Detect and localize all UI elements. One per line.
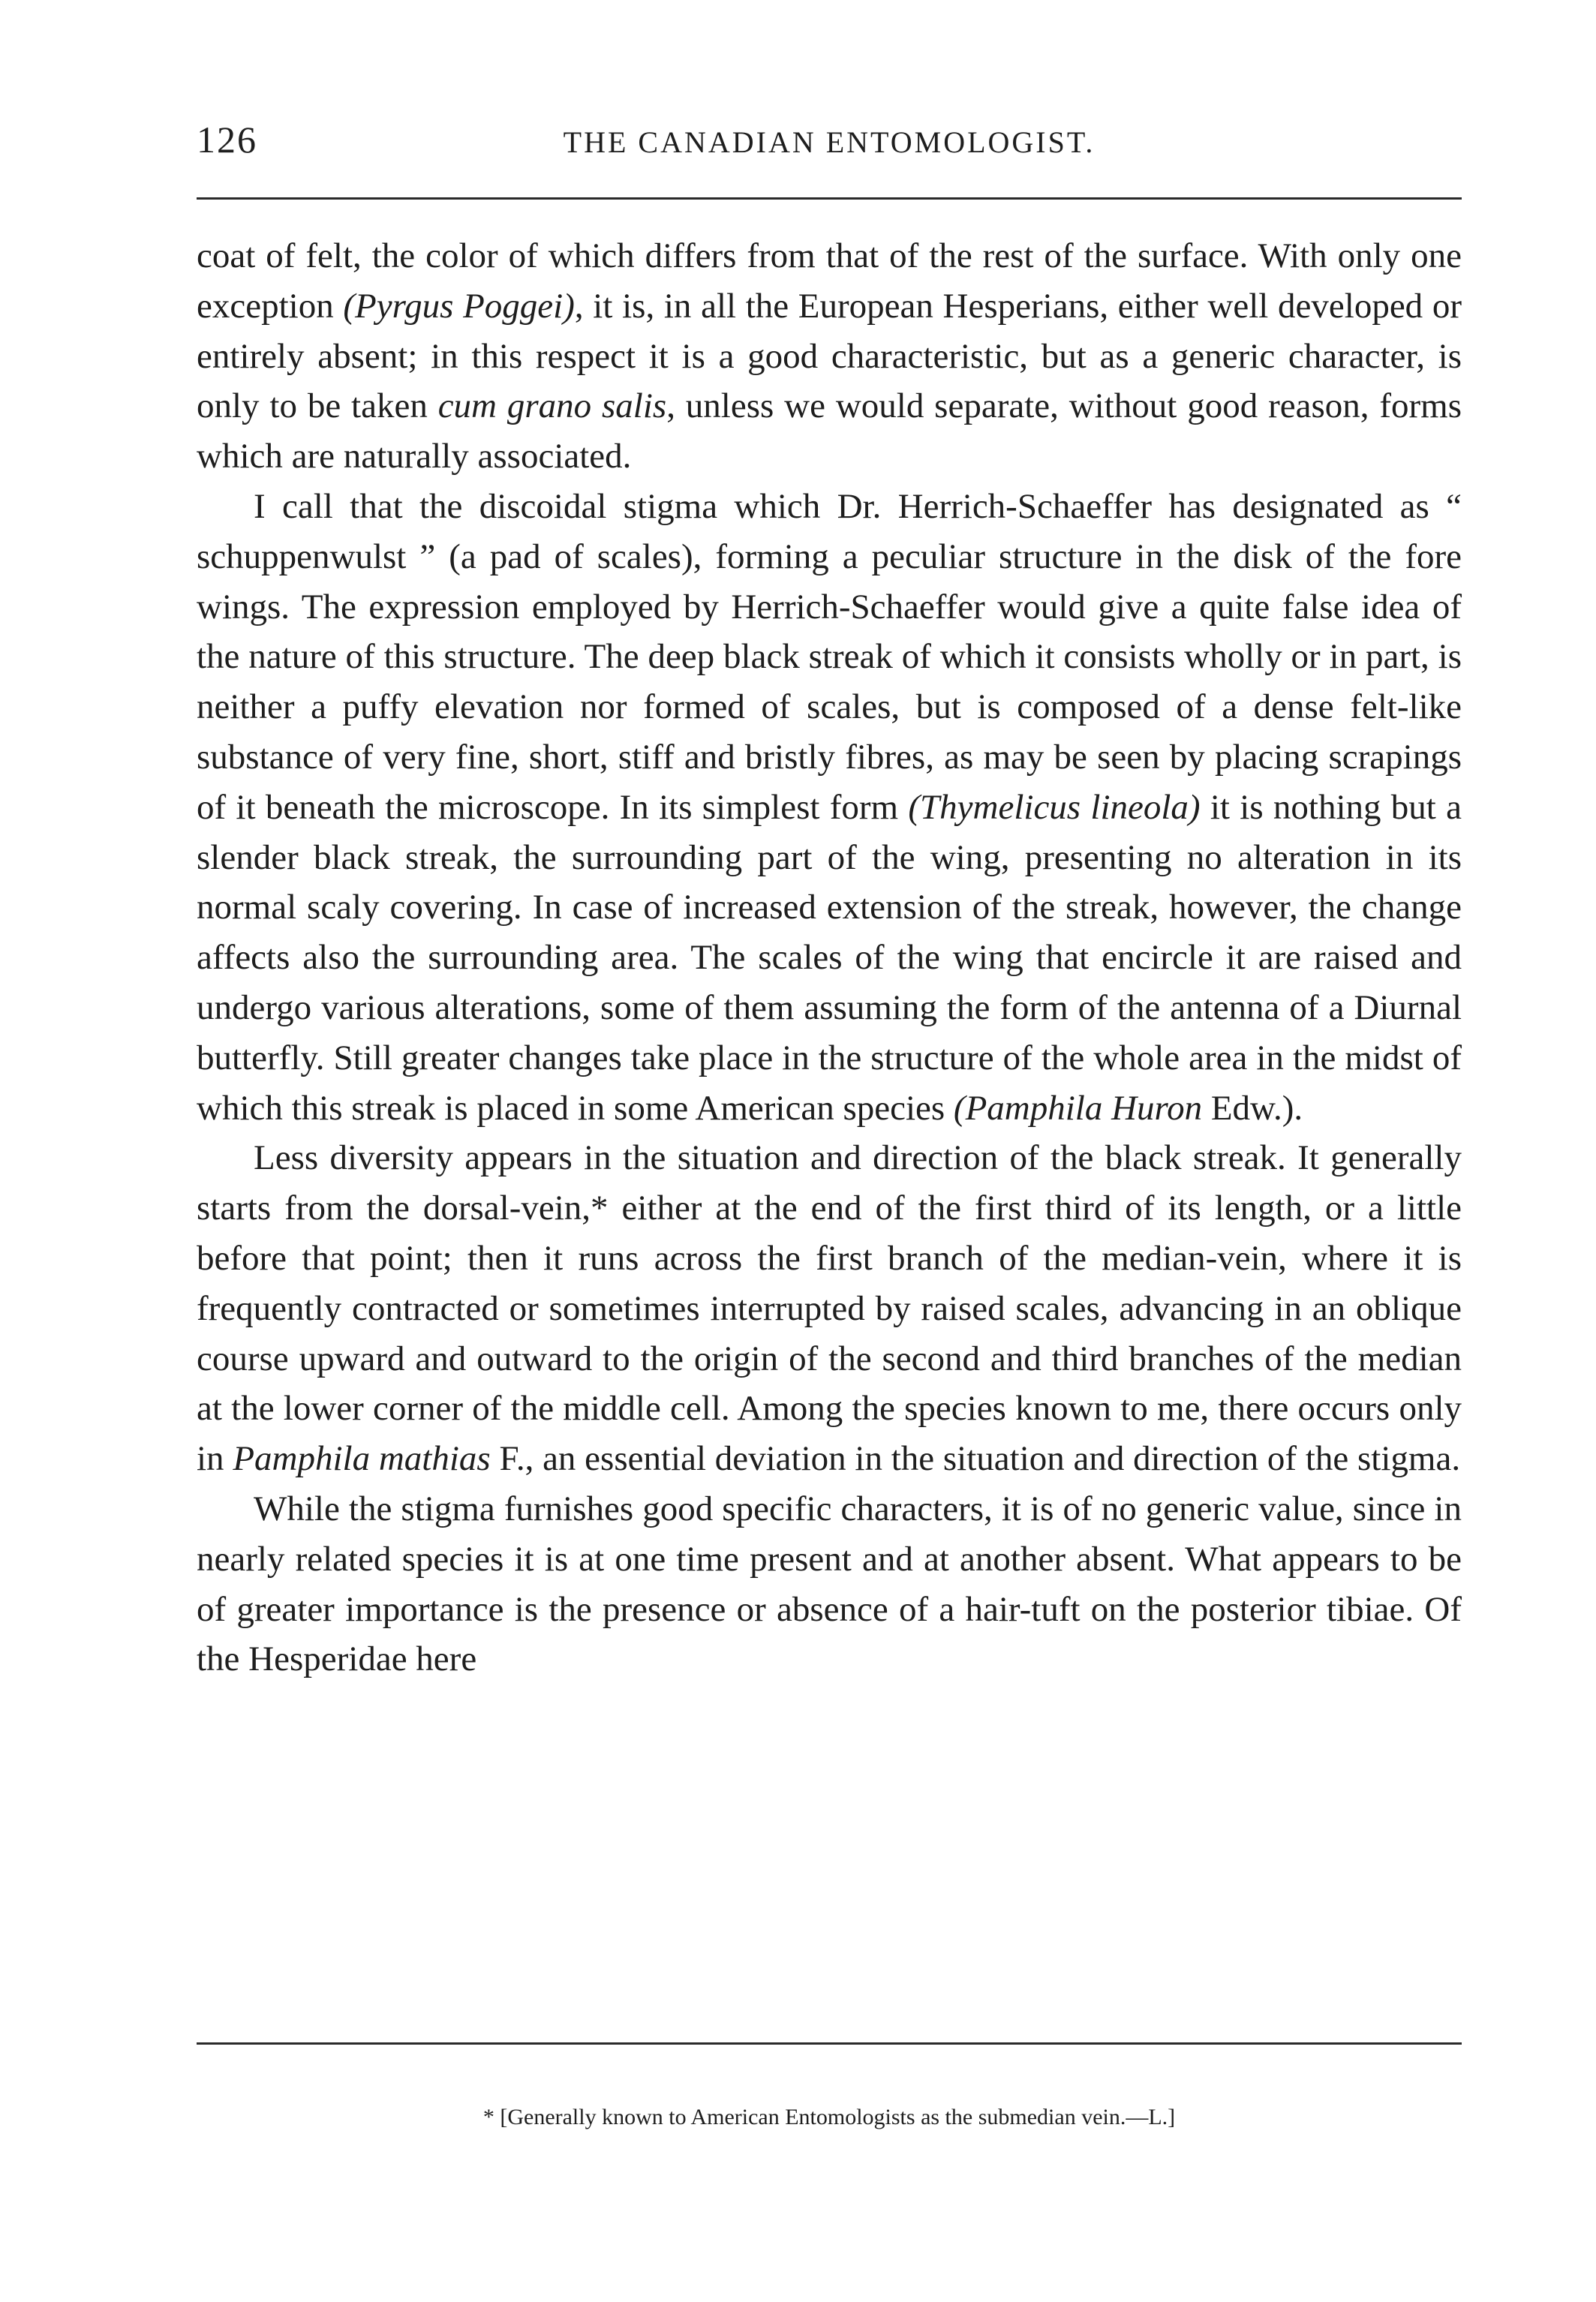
running-title: THE CANADIAN ENTOMOLOGIST.	[563, 125, 1096, 159]
page-header	[197, 113, 1462, 167]
text-run: , it is, in all the European Hesperians, either well developed or entirely absent; in this respect it is a good characteristic, but as a generic character, is only to be taken	[197, 286, 1462, 426]
text-run: F., an essential deviation in the situation and direction of the stigma.	[490, 1439, 1461, 1479]
text-run: Less diversity appears in the situation and direction of the black streak. It generally starts from the dorsal-vein,* either at the end of the first third of its length, or a little before that point; then it runs across the first branch of the median-vein, where it is frequently contracted or sometimes interrupted by raised scales, advancing in an oblique course upward and outward to the origin of the second and third branches of the median at the lower corner of the middle cell. Among the species known to me, there occurs only in	[197, 1138, 1462, 1479]
italic-run: cum grano salis	[437, 386, 667, 426]
text-run: Edw.).	[1202, 1088, 1303, 1128]
footnote: * [Generally known to American Entomologists as the submedian vein.—L.]	[482, 2105, 1176, 2129]
text-run: it is nothing but a slender black streak, the surrounding part of the wing, presenting no alteration in its normal scaly covering. In case of increased extension of the streak, however, the change affects also the surrounding area. The scales of the wing that encircle it are raised and undergo various alterations, some of them assuming the form of the antenna of a Diurnal butterfly. Still greater changes take place in the structure of the whole area in the midst of which this streak is placed in some American species	[197, 787, 1462, 1128]
italic-run: (Pamphila Huron	[953, 1088, 1203, 1128]
paragraph	[197, 231, 1462, 482]
italic-run: (Thymelicus lineola)	[908, 787, 1201, 827]
paragraph	[197, 482, 1462, 1133]
article-body	[197, 231, 1462, 1684]
text-run: While the stigma furnishes good specific characters, it is of no generic value, since in nearly related species it is at one time present and at another absent. What appears to be of greater importance is the presence or absence of a hair-tuft on the posterior tibiae. Of the Hesperidae here	[197, 1489, 1462, 1679]
footnote-rule	[197, 2042, 1462, 2045]
italic-run: Pamphila mathias	[233, 1439, 491, 1479]
text-run: coat of felt, the color of which differs from that of the rest of the surface. With only one exception	[197, 236, 1462, 326]
paragraph	[197, 1133, 1462, 1484]
text-run: , unless we would separate, without good reason, forms which are naturally associated.	[197, 386, 1462, 476]
page-number: 126	[197, 119, 257, 161]
italic-run: (Pyrgus Poggei)	[343, 286, 575, 326]
text-run: I call that the discoidal stigma which Dr. Herrich-Schaeffer has designated as “ schuppenwulst ” (a pad of scales), forming a peculiar structure in the disk of the fore wings. The expression employed by Herrich-Schaeffer would give a quite false idea of the nature of this structure. The deep black streak of which it consists wholly or in part, is neither a puffy elevation nor formed of scales, but is composed of a dense felt-like substance of very fine, short, stiff and bristly fibres, as may be seen by placing scrapings of it beneath the microscope. In its simplest form	[197, 486, 1462, 827]
paragraph	[197, 1484, 1462, 1684]
header-rule	[197, 197, 1462, 200]
